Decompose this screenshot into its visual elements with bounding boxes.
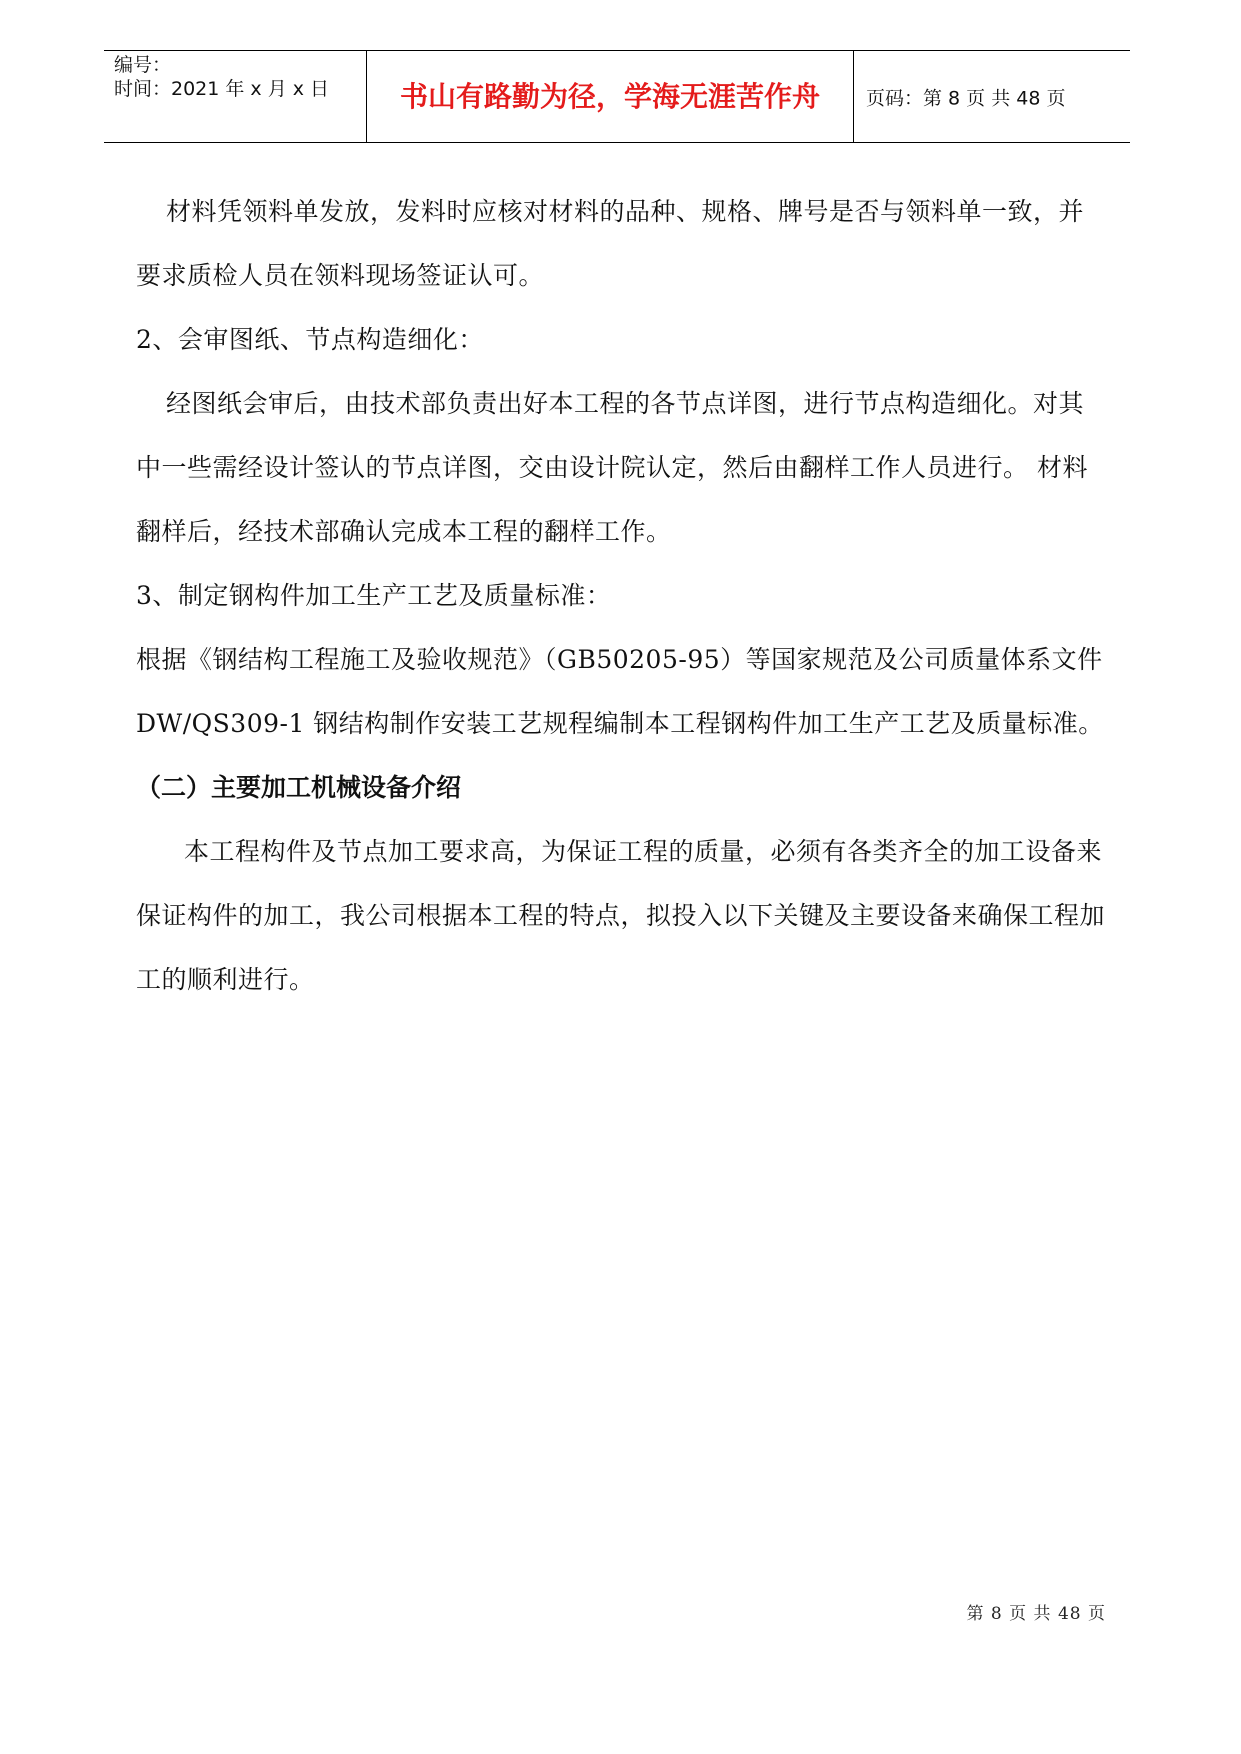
header-page-cell (854, 51, 1130, 142)
paragraph-material-issue: 材料凭领料单发放，发料时应核对材料的品种、规格、牌号是否与领料单一致，并要求质检人员在领料现场签证认可。 (136, 197, 1085, 290)
item-2-title: 2、会审图纸、节点构造细化： (136, 325, 484, 354)
header-motto-cell (366, 51, 854, 142)
paragraph-equipment-intro: 本工程构件及节点加工要求高，为保证工程的质量，必须有各类齐全的加工设备来保证构件的加工，我公司根据本工程的特点，拟投入以下关键及主要设备来确保工程加工的顺利进行。 (136, 837, 1106, 994)
item-3-title: 3、制定钢构件加工生产工艺及质量标准： (136, 581, 612, 610)
serial-number-label: 编号： (114, 54, 172, 76)
date-line: 时间：2021 年 x 月 x 日 (114, 78, 330, 100)
page-header (104, 50, 1130, 143)
document-body (136, 180, 1106, 1012)
section-2-heading: （二）主要加工机械设备介绍 (136, 773, 462, 802)
paragraph-quality-standard: 根据《钢结构工程施工及验收规范》（GB50205-95）等国家规范及公司质量体系文件 DW/QS309-1 钢结构制作安装工艺规程编制本工程钢构件加工生产工艺及质量标准。 (136, 645, 1104, 738)
header-page-info: 页码：第 8 页 共 48 页 (866, 87, 1066, 110)
page-footer: 第 8 页 共 48 页 (966, 1604, 1106, 1624)
motto-text: 书山有路勤为径，学海无涯苦作舟 (399, 80, 820, 113)
paragraph-drawing-review: 经图纸会审后，由技术部负责出好本工程的各节点详图，进行节点构造细化。对其中一些需经设计签认的节点详图，交由设计院认定，然后由翻样工作人员进行。 材料翻样后，经技术部确认完成本工程的翻样工作。 (136, 389, 1088, 546)
header-left-cell (104, 51, 366, 142)
